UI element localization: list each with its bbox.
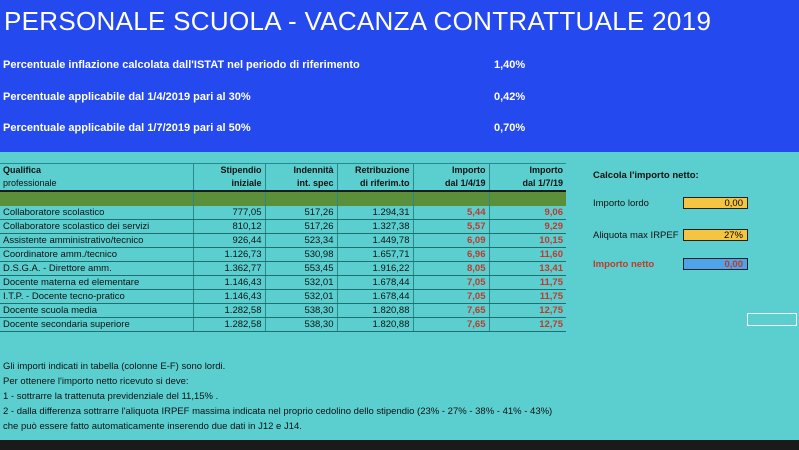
cell-qualifica[interactable]: Assistente amministrativo/tecnico [0, 234, 193, 248]
cell-retribuzione[interactable]: 1.327,38 [337, 220, 413, 234]
cell-stipendio[interactable]: 1.146,43 [193, 276, 265, 290]
cell-importo-jul[interactable]: 9,06 [489, 206, 566, 220]
col-header-importo-apr: Importo [413, 164, 489, 178]
bottom-bar [0, 440, 799, 450]
info-label-april: Percentuale applicabile dal 1/4/2019 pari al 30% [3, 91, 251, 103]
cell-indennita[interactable]: 523,34 [265, 234, 337, 248]
cell-importo-jul[interactable]: 9,29 [489, 220, 566, 234]
table-row[interactable] [0, 276, 566, 290]
cell-retribuzione[interactable]: 1.820,88 [337, 318, 413, 332]
cell-retribuzione[interactable]: 1.657,71 [337, 248, 413, 262]
info-value-july[interactable]: 0,70% [494, 122, 526, 134]
cell-importo-apr[interactable]: 7,65 [413, 318, 489, 332]
col-header-importo-jul-sub: dal 1/7/19 [489, 177, 566, 191]
cell-qualifica[interactable]: I.T.P. - Docente tecno-pratico [0, 290, 193, 304]
cell-stipendio[interactable]: 926,44 [193, 234, 265, 248]
calc-lordo-input[interactable]: 0,00 [683, 197, 748, 209]
cell-retribuzione[interactable]: 1.820,88 [337, 304, 413, 318]
table-row[interactable] [0, 290, 566, 304]
cell-indennita[interactable]: 517,26 [265, 220, 337, 234]
cell-qualifica[interactable]: Collaboratore scolastico dei servizi [0, 220, 193, 234]
separator-row [0, 191, 566, 206]
info-value-april[interactable]: 0,42% [494, 91, 526, 103]
cell-stipendio[interactable]: 810,12 [193, 220, 265, 234]
cell-qualifica[interactable]: Coordinatore amm./tecnico [0, 248, 193, 262]
note-line-5: che può essere fatto automaticamente inserendo due dati in J12 e J14. [3, 421, 302, 432]
table-row[interactable] [0, 220, 566, 234]
col-header-stipendio: Stipendio [193, 164, 265, 178]
calc-irpef-input[interactable]: 27% [683, 229, 748, 241]
salary-table [0, 163, 566, 332]
cell-importo-apr[interactable]: 6,96 [413, 248, 489, 262]
cell-importo-jul[interactable]: 13,41 [489, 262, 566, 276]
table-row[interactable] [0, 304, 566, 318]
table-row[interactable] [0, 206, 566, 220]
cell-stipendio[interactable]: 1.282,58 [193, 318, 265, 332]
table-header-row [0, 164, 566, 178]
cell-indennita[interactable]: 530,98 [265, 248, 337, 262]
cell-qualifica[interactable]: Docente materna ed elementare [0, 276, 193, 290]
cell-importo-jul[interactable]: 11,60 [489, 248, 566, 262]
col-header-indennita-sub: int. spec [265, 177, 337, 191]
page-title: PERSONALE SCUOLA - VACANZA CONTRATTUALE 2019 [4, 6, 712, 36]
cell-qualifica[interactable]: Docente scuola media [0, 304, 193, 318]
note-line-3: 1 - sottrarre la trattenuta previdenziale del 11,15% . [3, 391, 219, 402]
cell-importo-apr[interactable]: 7,65 [413, 304, 489, 318]
header-banner [0, 0, 799, 152]
info-label-july: Percentuale applicabile dal 1/7/2019 pari al 50% [3, 122, 251, 134]
cell-importo-apr[interactable]: 8,05 [413, 262, 489, 276]
cell-importo-jul[interactable]: 12,75 [489, 318, 566, 332]
table-row[interactable] [0, 248, 566, 262]
cell-importo-apr[interactable]: 7,05 [413, 276, 489, 290]
cell-indennita[interactable]: 538,30 [265, 304, 337, 318]
cell-indennita[interactable]: 532,01 [265, 276, 337, 290]
info-label-istat: Percentuale inflazione calcolata dall'ISTAT nel periodo di riferimento [3, 59, 360, 71]
table-header-row-2 [0, 177, 566, 191]
col-header-stipendio-sub: iniziale [193, 177, 265, 191]
cell-indennita[interactable]: 538,30 [265, 318, 337, 332]
cell-qualifica[interactable]: Collaboratore scolastico [0, 206, 193, 220]
cell-importo-jul[interactable]: 11,75 [489, 290, 566, 304]
cell-stipendio[interactable]: 1.146,43 [193, 290, 265, 304]
cell-importo-apr[interactable]: 5,44 [413, 206, 489, 220]
cell-importo-jul[interactable]: 11,75 [489, 276, 566, 290]
cell-indennita[interactable]: 532,01 [265, 290, 337, 304]
cell-indennita[interactable]: 553,45 [265, 262, 337, 276]
cell-qualifica[interactable]: Docente secondaria superiore [0, 318, 193, 332]
note-line-1: Gli importi indicati in tabella (colonne E-F) sono lordi. [3, 361, 226, 372]
cell-importo-apr[interactable]: 6,09 [413, 234, 489, 248]
calc-title: Calcola l'importo netto: [593, 170, 699, 181]
cell-importo-apr[interactable]: 7,05 [413, 290, 489, 304]
col-header-importo-apr-sub: dal 1/4/19 [413, 177, 489, 191]
cell-stipendio[interactable]: 1.282,58 [193, 304, 265, 318]
col-header-qualifica: Qualifica [0, 164, 193, 178]
table-row[interactable] [0, 318, 566, 332]
cell-importo-apr[interactable]: 5,57 [413, 220, 489, 234]
note-line-4: 2 - dalla differenza sottrarre l'aliquota IRPEF massima indicata nel proprio cedolino dello stipendio (23% - 27% - 38% - 41% - 43%) [3, 406, 553, 417]
cell-retribuzione[interactable]: 1.294,31 [337, 206, 413, 220]
cell-stipendio[interactable]: 1.126,73 [193, 248, 265, 262]
info-value-istat[interactable]: 1,40% [494, 59, 526, 71]
table-row[interactable] [0, 262, 566, 276]
calc-lordo-label: Importo lordo [593, 198, 649, 209]
cell-indennita[interactable]: 517,26 [265, 206, 337, 220]
col-header-retribuzione-sub: di riferim.to [337, 177, 413, 191]
note-line-2: Per ottenere l'importo netto ricevuto si deve: [3, 376, 189, 387]
cell-stipendio[interactable]: 1.362,77 [193, 262, 265, 276]
cell-importo-jul[interactable]: 10,15 [489, 234, 566, 248]
cell-qualifica[interactable]: D.S.G.A. - Direttore amm. [0, 262, 193, 276]
cell-stipendio[interactable]: 777,05 [193, 206, 265, 220]
calc-netto-output[interactable]: 0,00 [683, 258, 748, 270]
table-row[interactable] [0, 234, 566, 248]
calc-netto-label: Importo netto [593, 259, 655, 270]
calc-irpef-label: Aliquota max IRPEF [593, 230, 679, 241]
col-header-indennita: Indennità [265, 164, 337, 178]
cell-retribuzione[interactable]: 1.916,22 [337, 262, 413, 276]
cell-retribuzione[interactable]: 1.678,44 [337, 276, 413, 290]
col-header-retribuzione: Retribuzione [337, 164, 413, 178]
selected-cell[interactable] [747, 313, 797, 326]
cell-retribuzione[interactable]: 1.449,78 [337, 234, 413, 248]
col-header-qualifica-sub: professionale [0, 177, 193, 191]
cell-retribuzione[interactable]: 1.678,44 [337, 290, 413, 304]
col-header-importo-jul: Importo [489, 164, 566, 178]
cell-importo-jul[interactable]: 12,75 [489, 304, 566, 318]
